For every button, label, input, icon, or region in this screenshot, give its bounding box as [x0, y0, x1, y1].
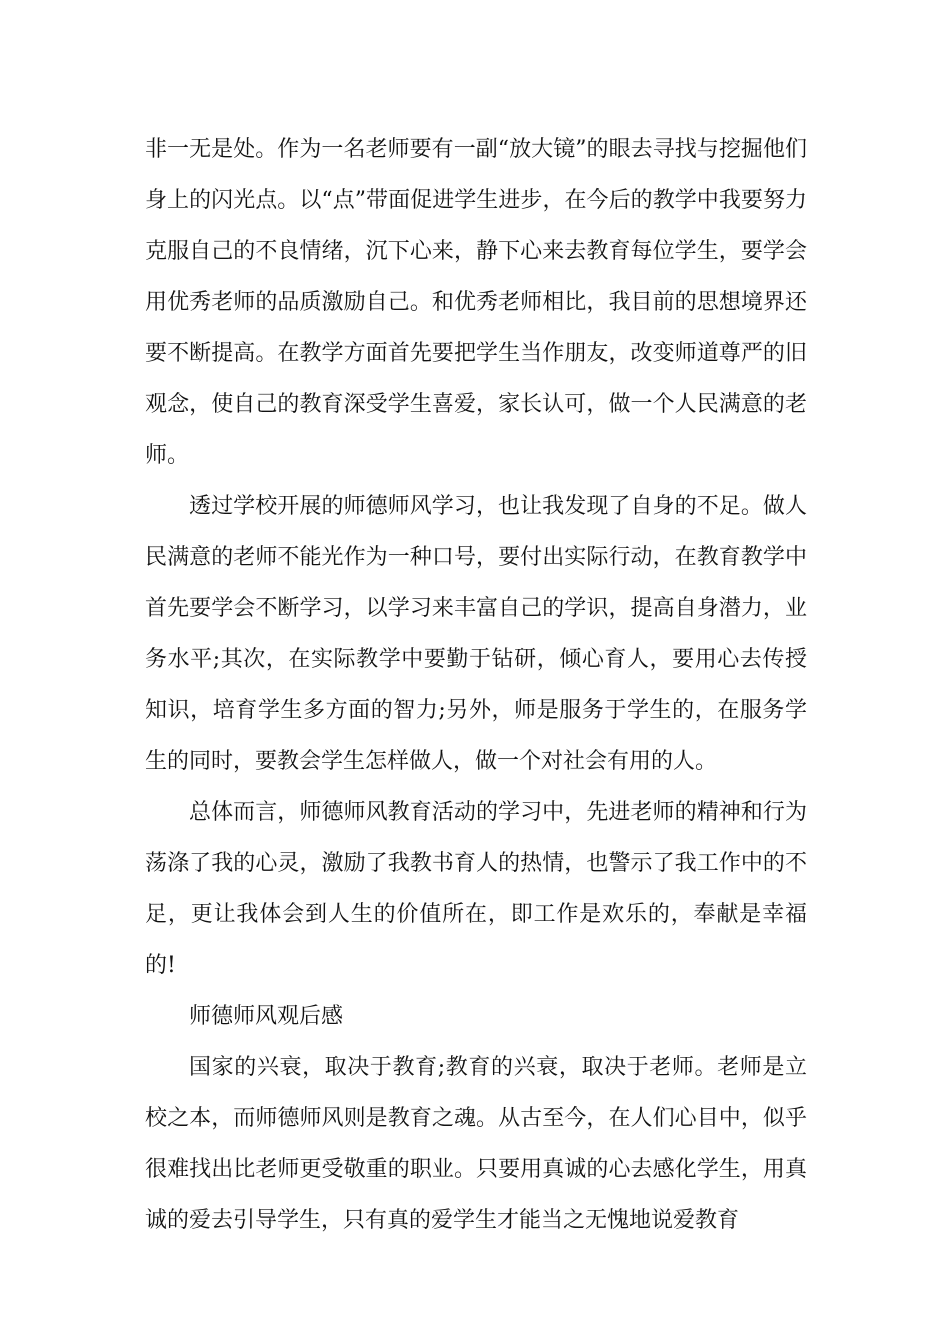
document-body [145, 124, 807, 1246]
paragraph-summary: 总体而言，师德师风教育活动的学习中，先进老师的精神和行为荡涤了我的心灵，激励了我教书育人的热情，也警示了我工作中的不足，更让我体会到人生的价值所在，即工作是欢乐的，奉献是幸福的! [145, 800, 807, 978]
paragraph-continuation: 非一无是处。作为一名老师要有一副“放大镜”的眼去寻找与挖掘他们身上的闪光点。以“点”带面促进学生进步，在今后的教学中我要努力克服自己的不良情绪，沉下心来，静下心来去教育每位学生，要学会用优秀老师的品质激励自己。和优秀老师相比，我目前的思想境界还要不断提高。在教学方面首先要把学生当作朋友，改变师道尊严的旧观念，使自己的教育深受学生喜爱，家长认可，做一个人民满意的老师。 [145, 137, 807, 468]
paragraph-self-reflection: 透过学校开展的师德师风学习，也让我发现了自身的不足。做人民满意的老师不能光作为一种口号，要付出实际行动，在教育教学中首先要学会不断学习，以学习来丰富自己的学识，提高自身潜力，业务水平;其次，在实际教学中要勤于钻研，倾心育人，要用心去传授知识，培育学生多方面的智力;另外，师是服务于学生的，在服务学生的同时，要教会学生怎样做人，做一个对社会有用的人。 [145, 494, 807, 774]
paragraph-education-soul: 国家的兴衰，取决于教育;教育的兴衰，取决于老师。老师是立校之本，而师德师风则是教育之魂。从古至今，在人们心目中，似乎很难找出比老师更受敬重的职业。只要用真诚的心去感化学生，用真诚的爱去引导学生，只有真的爱学生才能当之无愧地说爱教育 [145, 1055, 807, 1233]
section-heading: 师德师风观后感 [189, 1004, 344, 1029]
